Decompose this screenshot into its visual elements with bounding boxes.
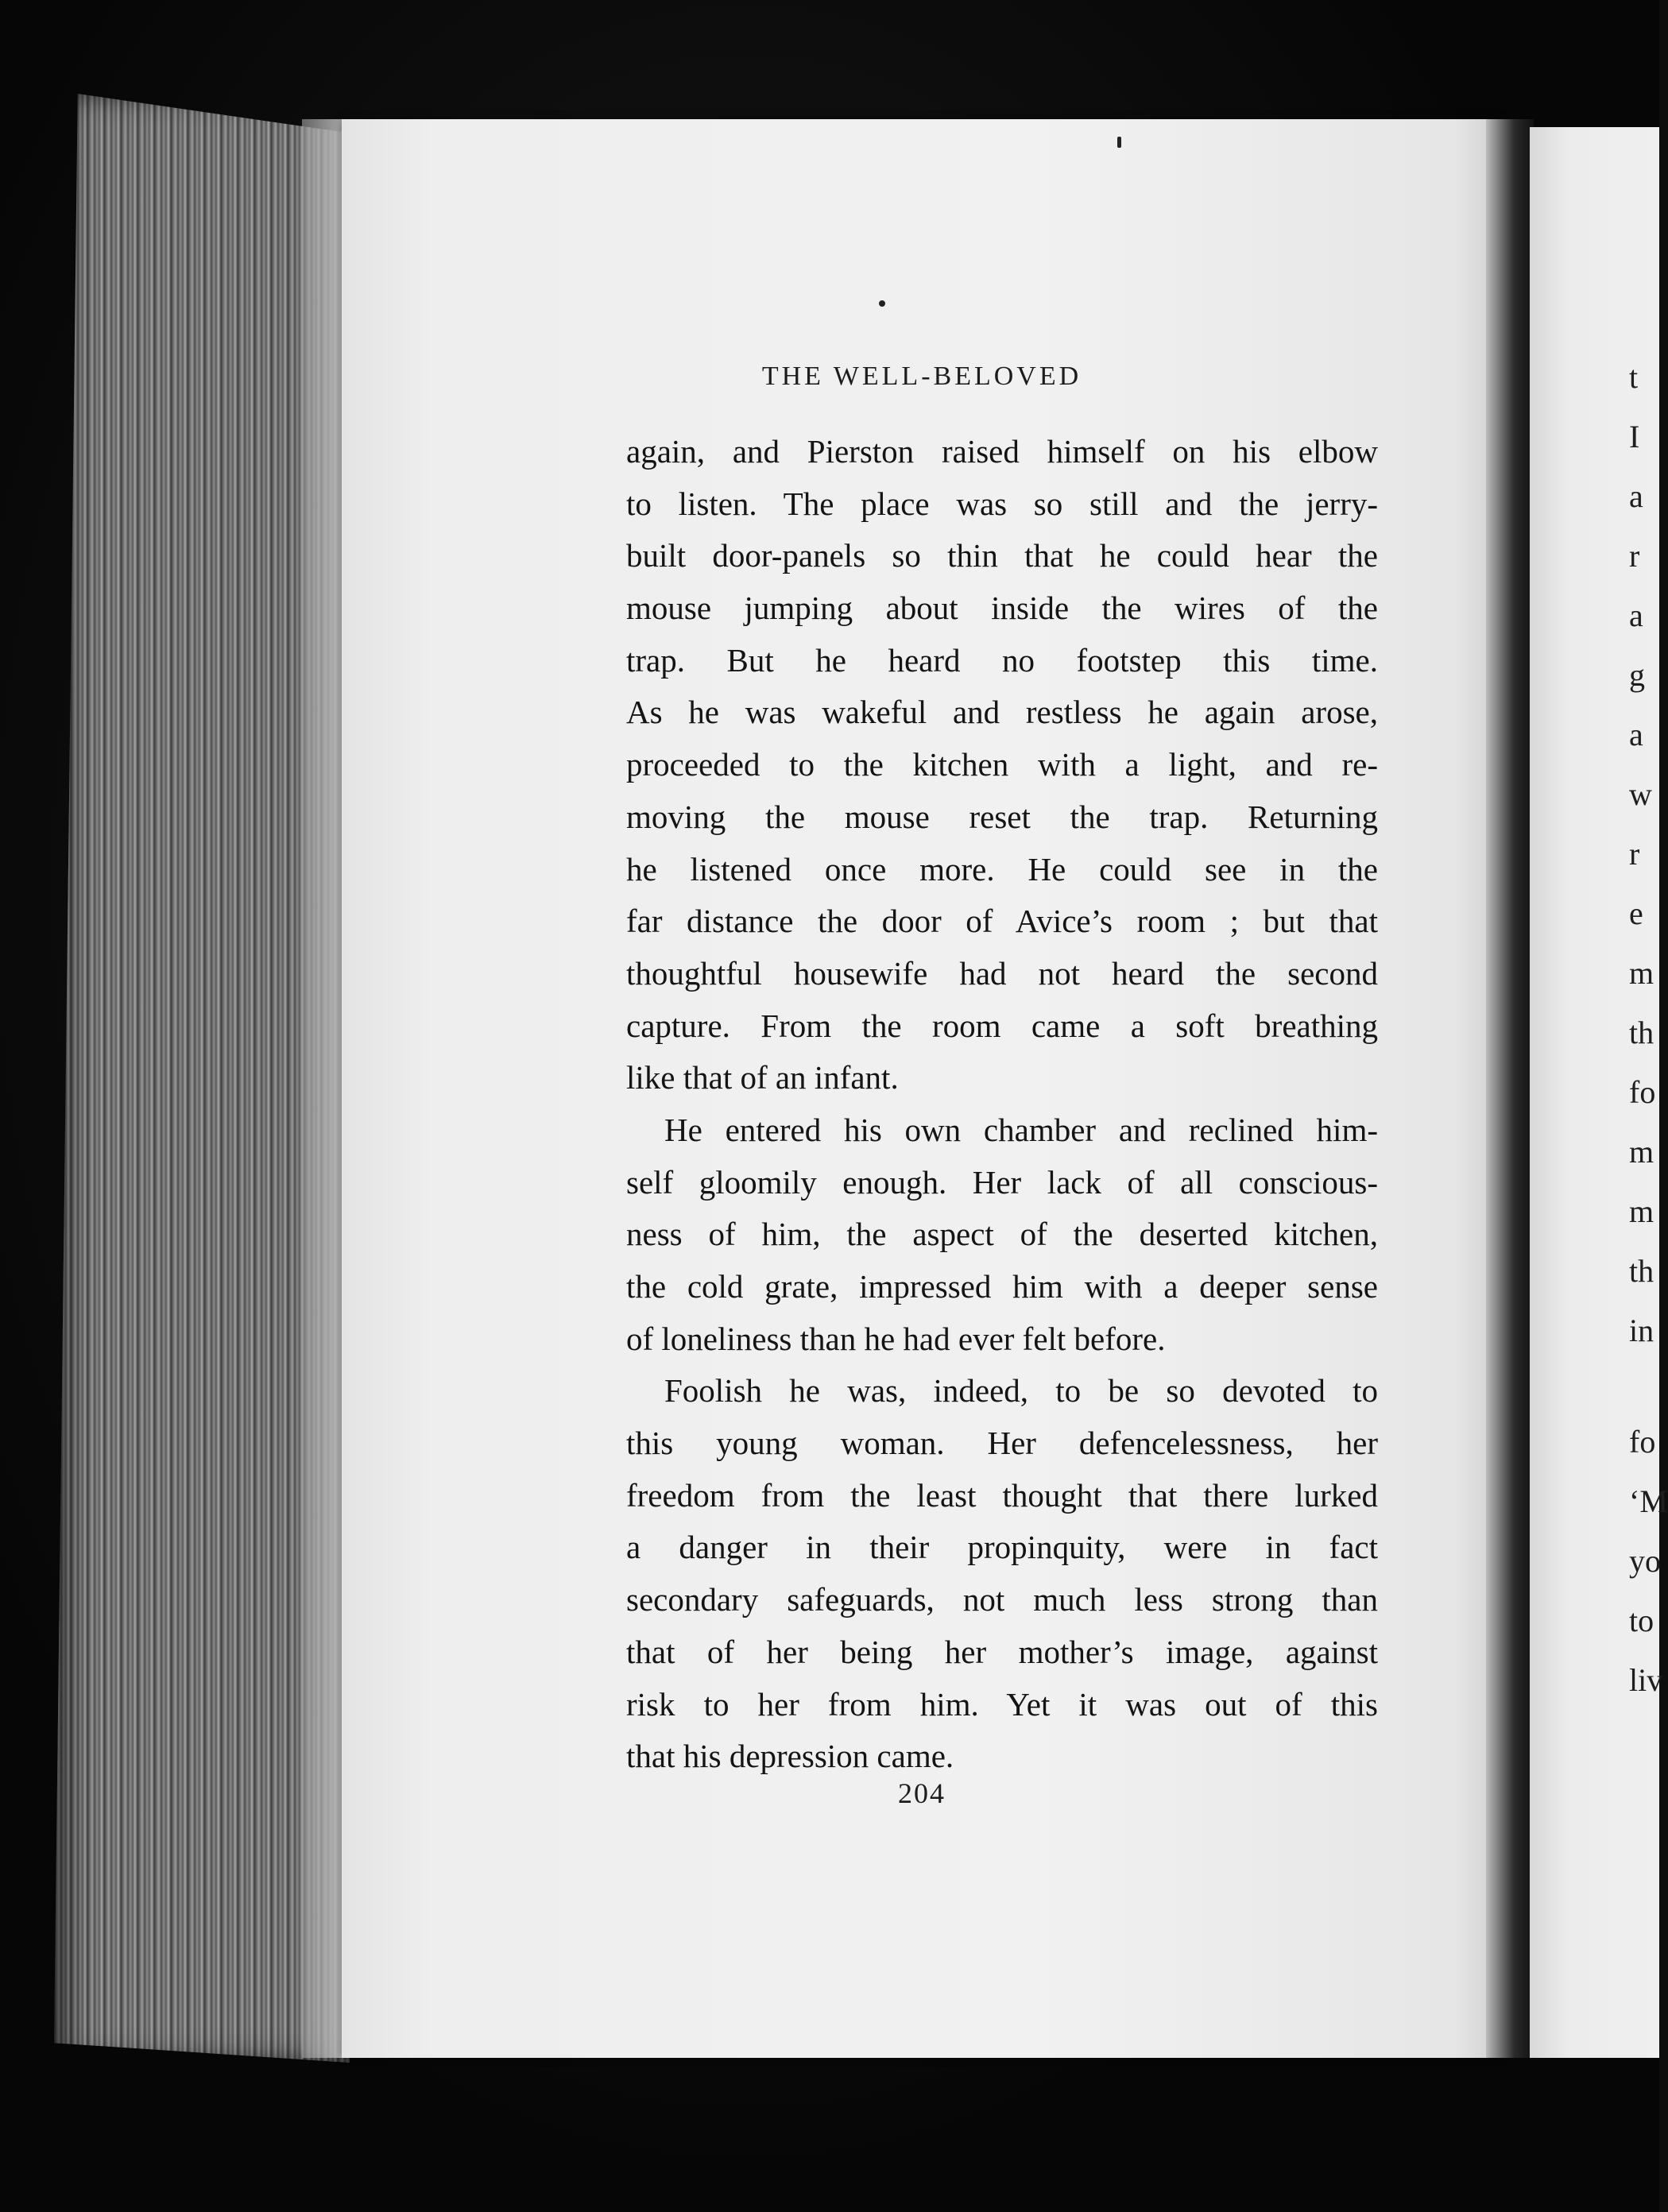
facing-page-text: m <box>1629 955 1654 991</box>
facing-page-text: a <box>1629 597 1643 633</box>
facing-page-text: a <box>1629 717 1643 752</box>
text-line: capture. From the room came a soft breathing <box>626 1007 1378 1044</box>
facing-page-text: r <box>1629 538 1640 574</box>
facing-page-text: fo <box>1629 1424 1656 1460</box>
facing-page-text: r <box>1629 836 1640 872</box>
text-line: a danger in their propinquity, were in fact <box>626 1529 1378 1566</box>
text-line: risk to her from him. Yet it was out of this <box>626 1685 1378 1723</box>
facing-page-text: ‘M <box>1629 1483 1668 1519</box>
paragraph <box>626 1104 1378 1365</box>
book-gutter <box>1486 119 1534 2058</box>
text-line: that of her being her mother’s image, against <box>626 1633 1378 1670</box>
text-line: As he was wakeful and restless he again arose, <box>626 694 1378 731</box>
text-line: he listened once more. He could see in the <box>626 850 1378 888</box>
body-text <box>626 426 1378 1783</box>
facing-page-text: m <box>1629 1134 1654 1170</box>
text-line: that his depression came. <box>626 1738 954 1775</box>
paragraph <box>626 1365 1378 1783</box>
text-line: far distance the door of Avice’s room ; but that <box>626 903 1378 940</box>
text-line: Foolish he was, indeed, to be so devoted to <box>664 1372 1378 1410</box>
ink-speck <box>879 300 885 307</box>
facing-page-text: w <box>1629 776 1652 812</box>
text-line: mouse jumping about inside the wires of the <box>626 590 1378 627</box>
text-line: freedom from the least thought that there lurked <box>626 1476 1378 1514</box>
paragraph <box>626 426 1378 1104</box>
facing-page-text: th <box>1629 1015 1654 1050</box>
facing-page-text: m <box>1629 1193 1654 1229</box>
text-line: moving the mouse reset the trap. Returning <box>626 798 1378 835</box>
facing-page-text: fo <box>1629 1074 1656 1110</box>
text-line: proceeded to the kitchen with a light, and re- <box>626 746 1378 783</box>
text-line: again, and Pierston raised himself on his elbow <box>626 433 1378 470</box>
facing-page-fragment <box>1530 127 1668 2058</box>
facing-page-text: a <box>1629 478 1643 514</box>
text-line: trap. But he heard no footstep this time. <box>626 641 1378 679</box>
facing-page-text: th <box>1629 1253 1654 1289</box>
facing-page-text: t <box>1629 359 1639 395</box>
text-line: thoughtful housewife had not heard the second <box>626 954 1378 992</box>
facing-page-text: yo <box>1629 1543 1661 1579</box>
page-number: 204 <box>898 1777 946 1809</box>
running-head: THE WELL-BELOVED <box>761 362 1082 391</box>
text-line: He entered his own chamber and reclined him- <box>664 1111 1378 1148</box>
facing-page-text: e <box>1629 895 1643 931</box>
text-line: ness of him, the aspect of the deserted kitchen, <box>626 1216 1378 1253</box>
text-line: like that of an infant. <box>626 1059 899 1096</box>
facing-page-text: I <box>1629 419 1640 454</box>
facing-page-text: in <box>1629 1313 1654 1348</box>
text-line: to listen. The place was so still and the jerry- <box>626 485 1378 522</box>
ink-speck <box>1117 137 1121 148</box>
text-line: the cold grate, impressed him with a deeper sense <box>626 1268 1378 1305</box>
facing-page-text: g <box>1629 657 1645 693</box>
facing-page-text: liv <box>1629 1662 1663 1698</box>
text-line: this young woman. Her defencelessness, her <box>626 1425 1378 1462</box>
text-line: of loneliness than he had ever felt before. <box>626 1320 1166 1357</box>
facing-page-text: to <box>1629 1603 1654 1638</box>
text-line: secondary safeguards, not much less strong than <box>626 1581 1378 1618</box>
text-line: self gloomily enough. Her lack of all conscious- <box>626 1163 1378 1201</box>
text-line: built door-panels so thin that he could hear the <box>626 537 1378 574</box>
